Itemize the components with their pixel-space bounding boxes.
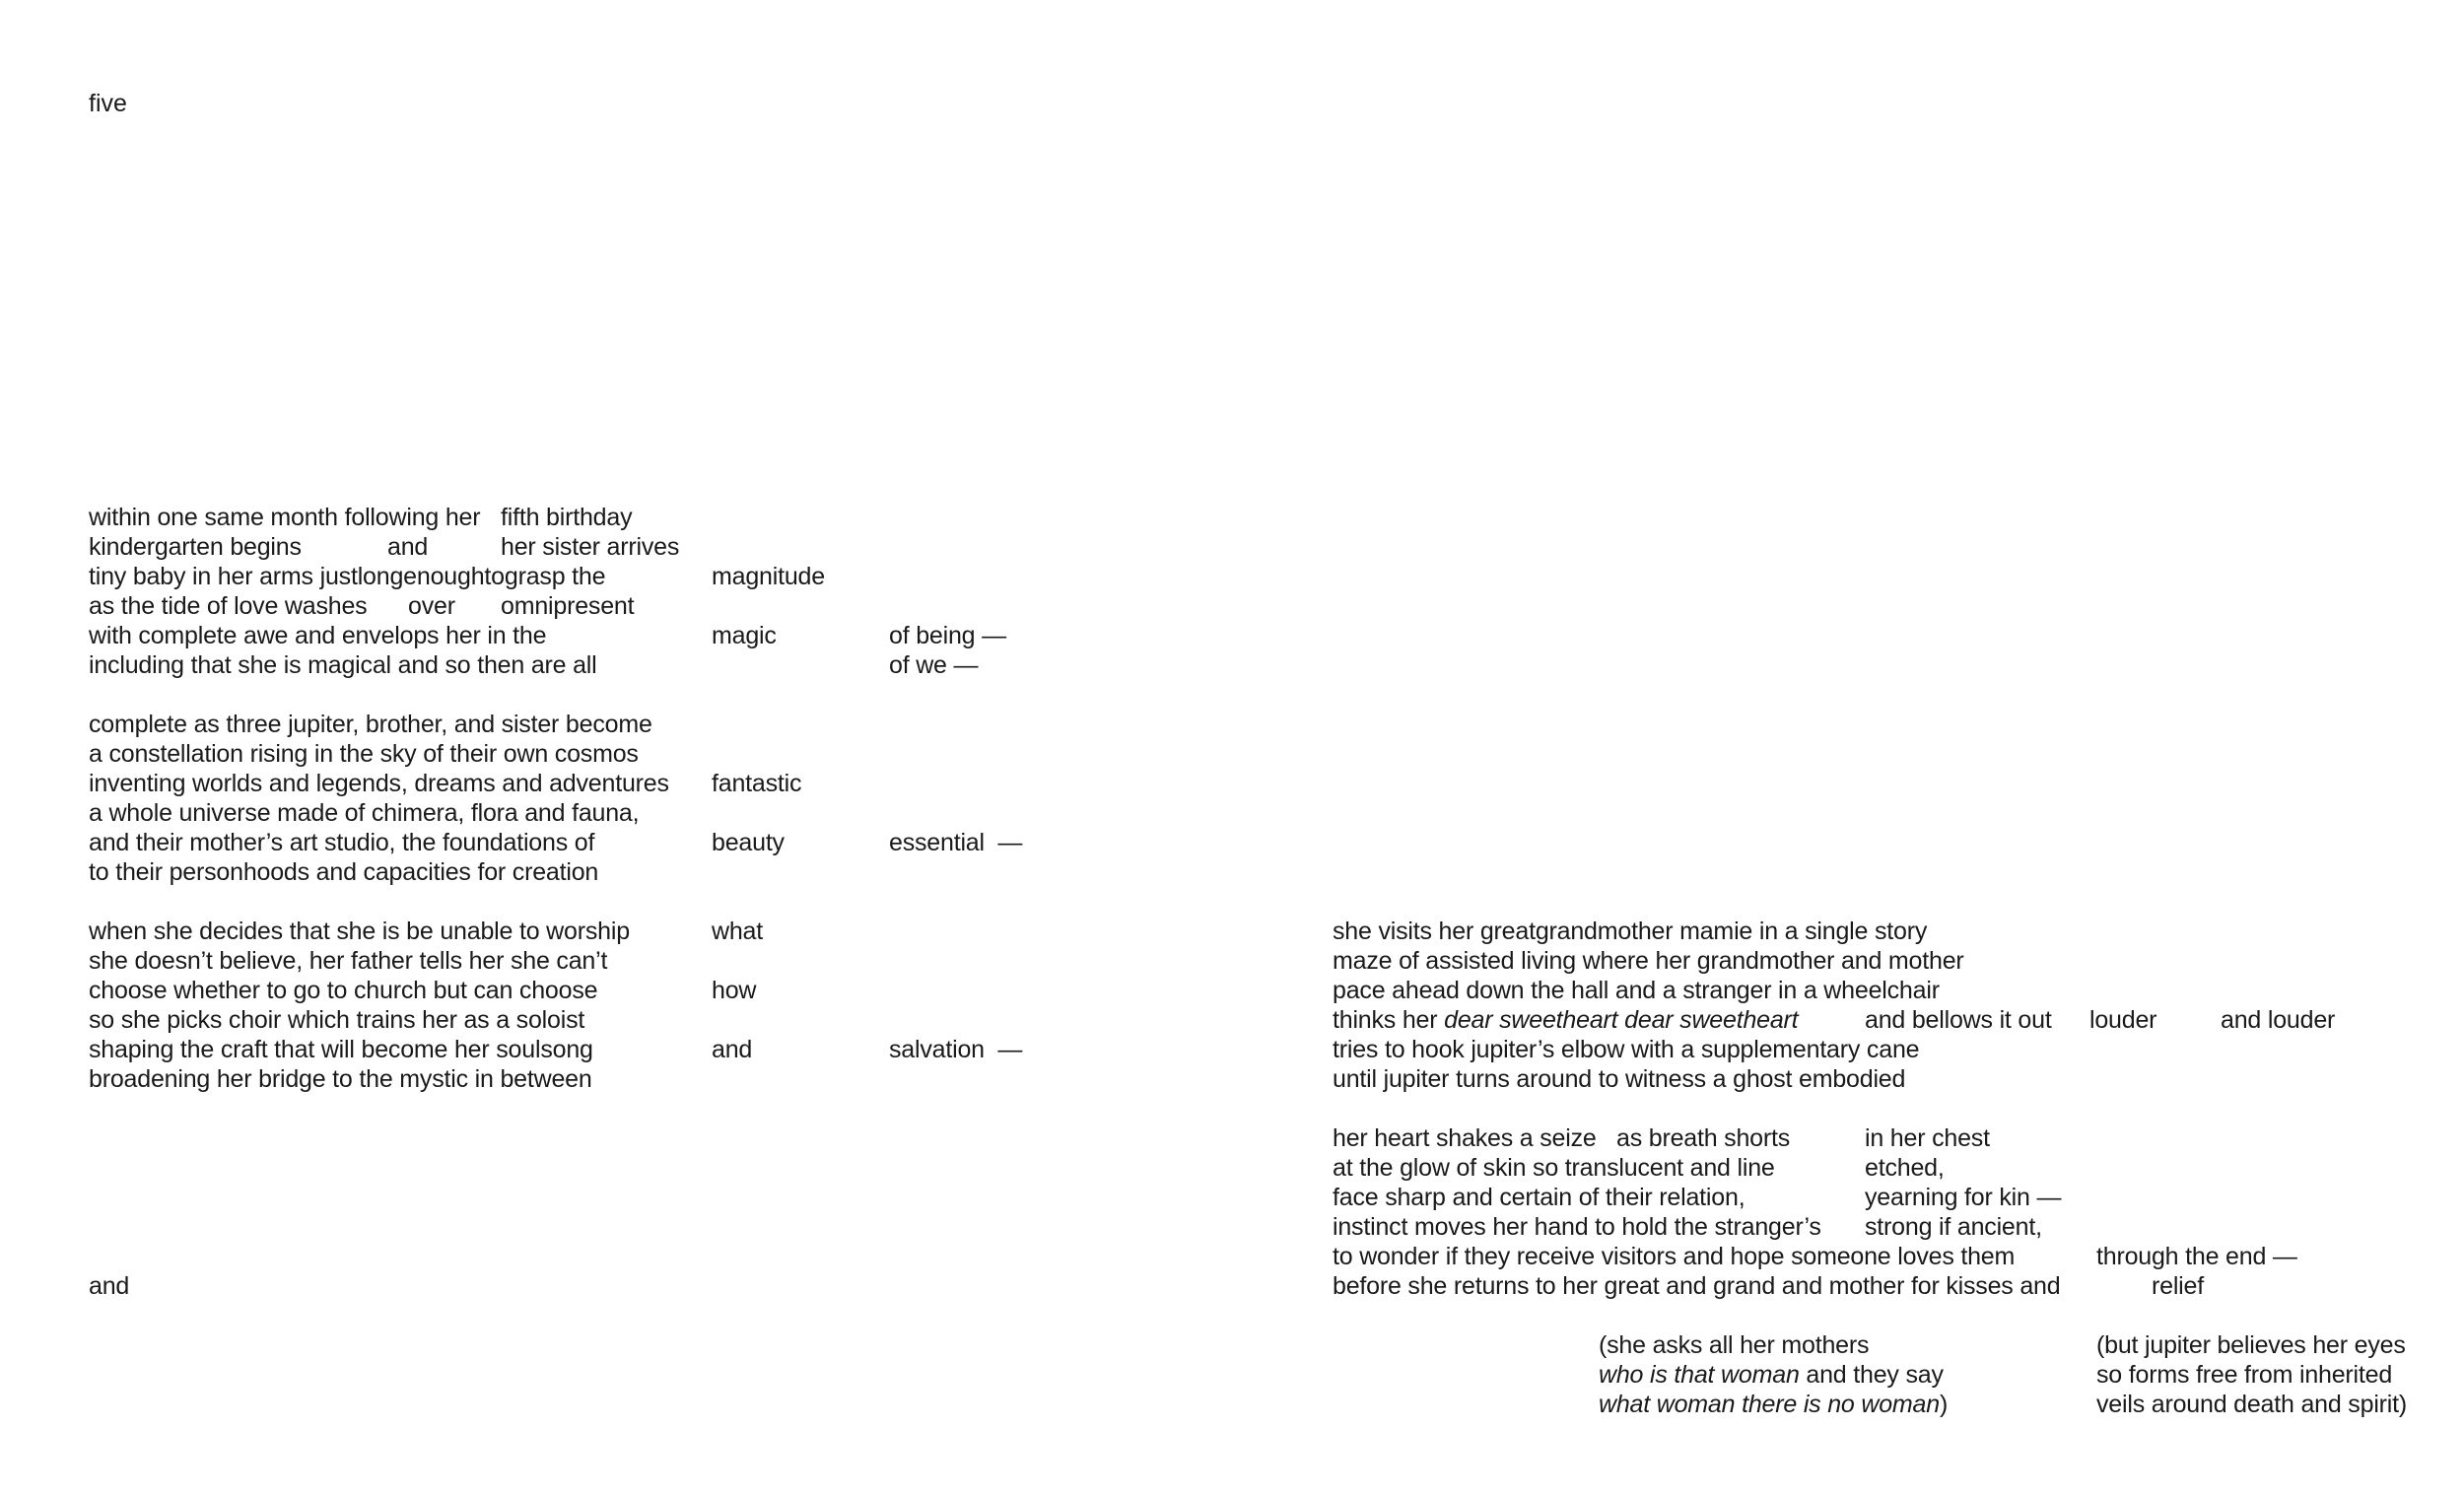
poem-line: at the glow of skin so translucent and line [1333,1154,1775,1182]
poem-line: choose whether to go to church but can choose [89,977,598,1004]
poem-fragment: etched, [1865,1154,1945,1182]
poem-fragment: omnipresent [501,592,635,620]
poem-fragment: through the end — [2096,1243,2297,1270]
poem-line: tiny baby in her arms justlongenoughtograsp the [89,563,606,590]
poem-fragment: beauty [712,829,785,856]
poem-line: who is that woman and they say [1599,1361,1944,1389]
poem-line: as the tide of love washes [89,592,368,620]
poem-fragment: in her chest [1865,1124,1990,1152]
poem-line: to wonder if they receive visitors and hope someone loves them [1333,1243,2016,1270]
poem-line: when she decides that she is be unable to worship [89,918,630,945]
poem-line: face sharp and certain of their relation, [1333,1184,1745,1211]
poem-line: shaping the craft that will become her soulsong [89,1036,593,1063]
poem-line: veils around death and spirit) [2096,1391,2408,1418]
poem-fragment: yearning for kin — [1865,1184,2062,1211]
poem-line: inventing worlds and legends, dreams and adventures [89,770,669,797]
poem-line: including that she is magical and so then are all [89,651,597,679]
poem-fragment: of we — [889,651,979,679]
poem-fragment: fantastic [712,770,802,797]
poem-line: a whole universe made of chimera, flora and fauna, [89,799,640,827]
poem-fragment: of being — [889,622,1006,649]
poem-line: within one same month following her [89,504,481,531]
poem-line: she visits her greatgrandmother mamie in a single story [1333,918,1928,945]
poem-line: broadening her bridge to the mystic in between [89,1065,592,1093]
poem-fragment: magic [712,622,777,649]
poem-fragment: and louder [2221,1006,2336,1034]
poem-line: a constellation rising in the sky of their own cosmos [89,740,639,768]
poem-line: (she asks all her mothers [1599,1331,1870,1359]
page-title: five [89,90,127,117]
poem-fragment: her sister arrives [501,533,680,561]
poem-line: so she picks choir which trains her as a soloist [89,1006,585,1034]
poem-fragment: fifth birthday [501,504,633,531]
poem-fragment: over [408,592,455,620]
poem-line: thinks her dear sweetheart dear sweetheart [1333,1006,1799,1034]
poem-line: instinct moves her hand to hold the stranger’s [1333,1213,1821,1241]
poem-fragment: relief [2152,1272,2204,1300]
footer-word: and [89,1272,130,1300]
poem-fragment: louder [2089,1006,2157,1034]
poem-line: so forms free from inherited [2096,1361,2393,1389]
poem-line: what woman there is no woman) [1599,1391,1949,1418]
poem-line: her heart shakes a seize [1333,1124,1597,1152]
poem-line: she doesn’t believe, her father tells her she can’t [89,947,608,975]
poem-fragment: and bellows it out [1865,1006,2052,1034]
poem-line: and their mother’s art studio, the foundations of [89,829,595,856]
poem-line: with complete awe and envelops her in the [89,622,547,649]
poem-fragment: essential — [889,829,1023,856]
poem-fragment: what [712,918,764,945]
poem-fragment: salvation — [889,1036,1023,1063]
poem-line: tries to hook jupiter’s elbow with a supplementary cane [1333,1036,1920,1063]
poem-fragment: magnitude [712,563,825,590]
poem-line: to their personhoods and capacities for creation [89,858,599,886]
poem-fragment: strong if ancient, [1865,1213,2042,1241]
poem-fragment: and [712,1036,753,1063]
poem-line: kindergarten begins [89,533,302,561]
poem-line: (but jupiter believes her eyes [2096,1331,2406,1359]
poem-fragment: how [712,977,757,1004]
poem-fragment: as breath shorts [1616,1124,1791,1152]
poem-line: before she returns to her great and grand and mother for kisses and [1333,1272,2061,1300]
poem-line: pace ahead down the hall and a stranger in a wheelchair [1333,977,1940,1004]
poem-fragment: and [387,533,429,561]
poem-line: until jupiter turns around to witness a ghost embodied [1333,1065,1906,1093]
poem-line: maze of assisted living where her grandmother and mother [1333,947,1964,975]
poem-line: complete as three jupiter, brother, and sister become [89,711,652,738]
